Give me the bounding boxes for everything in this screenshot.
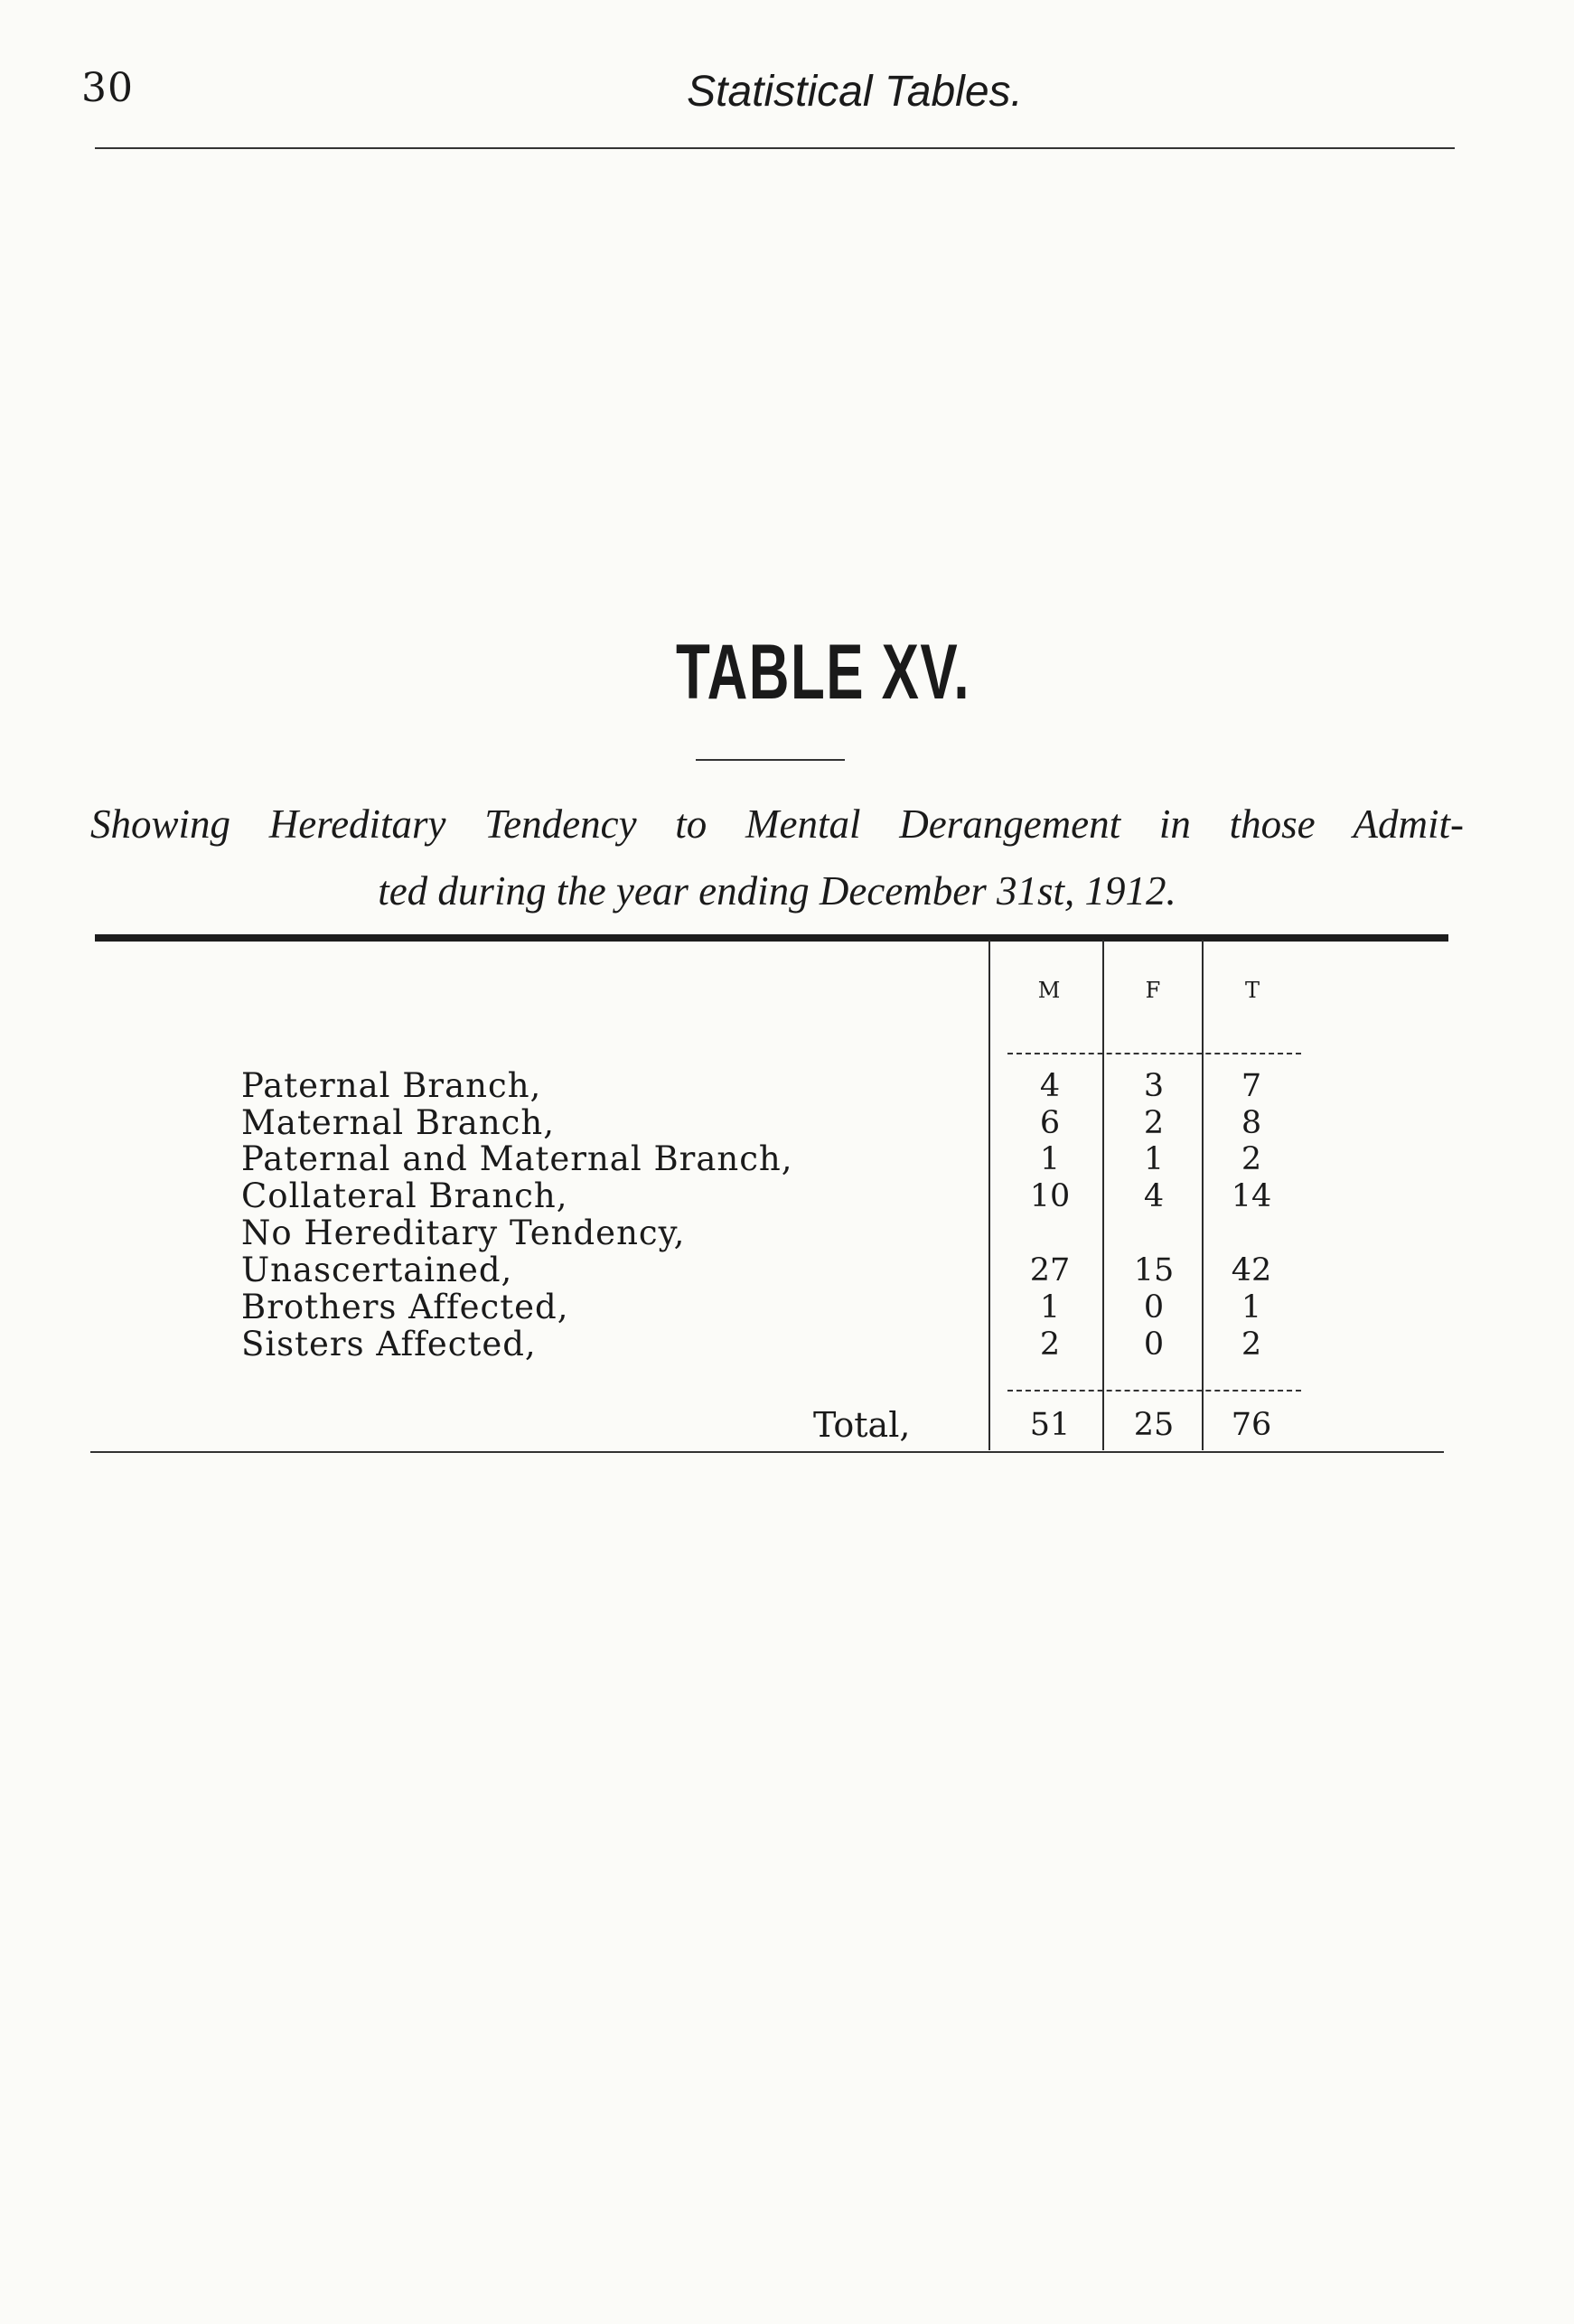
column-header-m: M [1037, 978, 1061, 1003]
cell-t: 2 [1241, 1141, 1262, 1177]
cell-t [1215, 1215, 1288, 1251]
row-label: Maternal Branch, [241, 1103, 555, 1142]
row-label: Collateral Branch, [241, 1176, 568, 1215]
column-header-t: T [1244, 978, 1260, 1003]
cell-t: 8 [1241, 1105, 1262, 1141]
column-header-f: F [1145, 978, 1161, 1003]
cell-f: 1 [1143, 1141, 1165, 1177]
total-f: 25 [1133, 1407, 1175, 1443]
running-title: Statistical Tables. [687, 68, 1023, 116]
page-number: 30 [81, 65, 134, 111]
cell-t: 42 [1231, 1252, 1272, 1289]
table-title: TABLE XV. [675, 629, 971, 716]
total-label: Total, [813, 1405, 911, 1445]
cell-f: 4 [1143, 1178, 1165, 1214]
total-m: 51 [1029, 1407, 1071, 1443]
cell-m: 27 [1029, 1252, 1071, 1289]
cell-m [1014, 1215, 1086, 1251]
row-label: Sisters Affected, [241, 1325, 537, 1363]
cell-m: 1 [1039, 1141, 1061, 1177]
cell-m: 6 [1039, 1105, 1061, 1141]
cell-f: 0 [1143, 1289, 1165, 1326]
row-label: Unascertained, [241, 1251, 513, 1289]
row-label: Brothers Affected, [241, 1288, 569, 1326]
column-divider [1202, 940, 1204, 1450]
table-bottom-rule [90, 1451, 1444, 1453]
table-caption [90, 791, 1464, 924]
total-t: 76 [1231, 1407, 1272, 1443]
column-divider [988, 940, 990, 1450]
cell-t: 1 [1241, 1289, 1262, 1326]
cell-f: 0 [1143, 1326, 1165, 1363]
title-rule [696, 759, 845, 761]
row-label: Paternal and Maternal Branch, [241, 1139, 793, 1178]
cell-t: 14 [1231, 1178, 1272, 1214]
column-divider [1102, 940, 1104, 1450]
caption-line-2: ted during the year ending December 31st, 1912. [378, 868, 1176, 914]
cell-m: 2 [1039, 1326, 1061, 1363]
header-dash-rule [1007, 1053, 1301, 1054]
cell-f: 2 [1143, 1105, 1165, 1141]
cell-m: 1 [1039, 1289, 1061, 1326]
caption-line-1: Showing Hereditary Tendency to Mental Derangement in those Admit- [90, 801, 1464, 847]
cell-f: 15 [1133, 1252, 1175, 1289]
table-top-rule [95, 934, 1448, 942]
row-label: No Hereditary Tendency, [241, 1214, 686, 1252]
cell-f: 3 [1143, 1068, 1165, 1104]
cell-f [1118, 1215, 1190, 1251]
cell-m: 4 [1039, 1068, 1061, 1104]
cell-t: 7 [1241, 1068, 1262, 1104]
cell-t: 2 [1241, 1326, 1262, 1363]
total-dash-rule [1007, 1390, 1301, 1392]
header-rule [95, 147, 1455, 149]
row-label: Paternal Branch, [241, 1066, 542, 1105]
cell-m: 10 [1029, 1178, 1071, 1214]
